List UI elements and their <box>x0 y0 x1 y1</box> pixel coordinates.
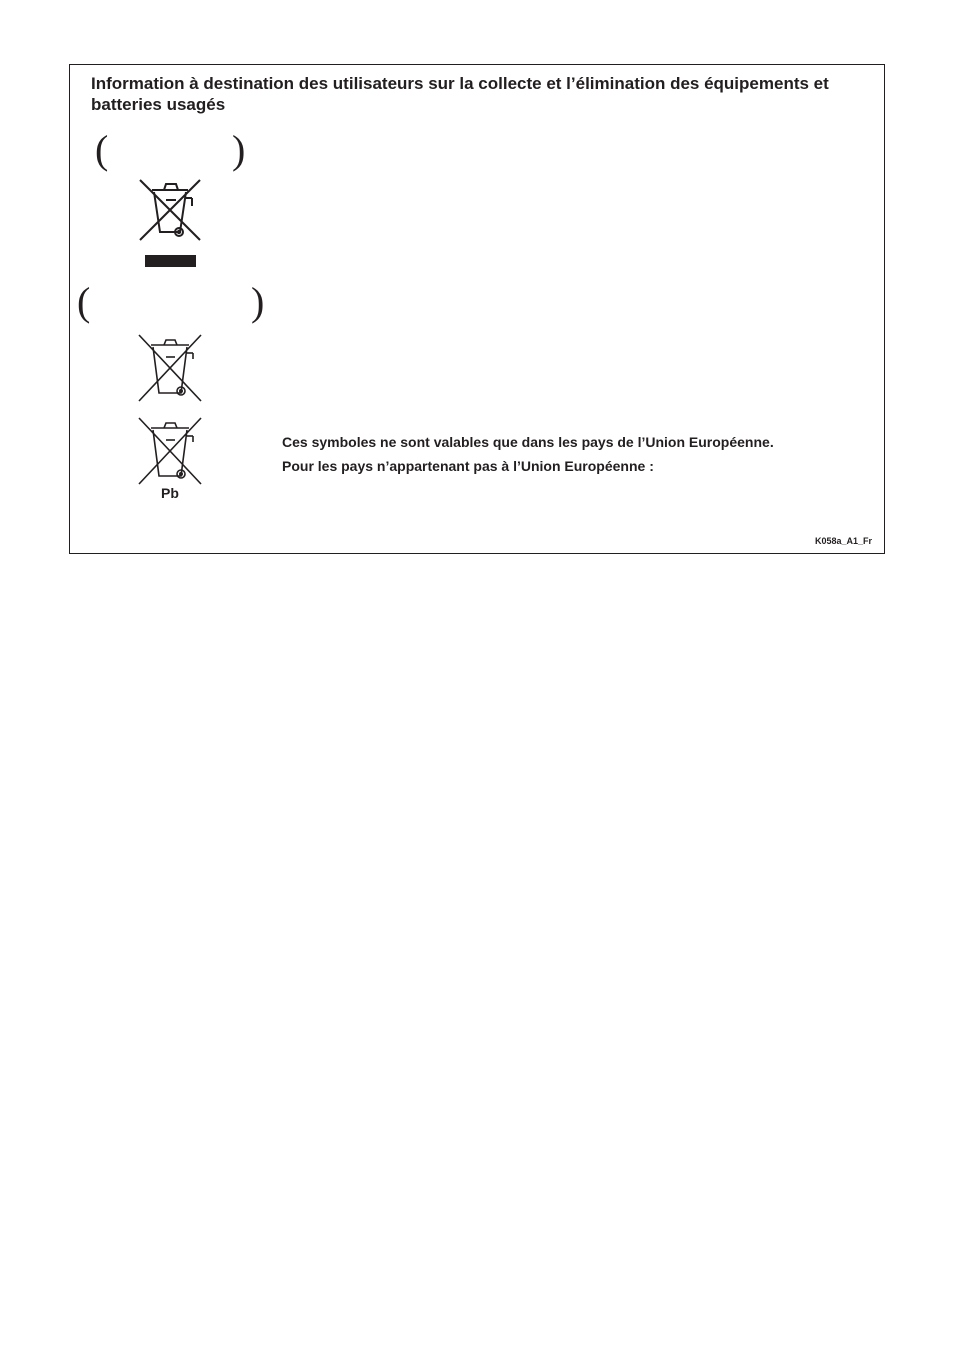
notice-title: Information à destination des utilisateurs sur la collecte et l’élimination des équipements et batteries usagés <box>91 74 829 114</box>
non-eu-note: Pour les pays n’appartenant pas à l’Union Européenne : <box>282 458 654 474</box>
crossed-out-wheeled-bin-bar-icon <box>138 178 202 270</box>
crossed-out-wheeled-bin-icon <box>137 333 203 403</box>
left-parenthesis: ( <box>95 127 109 172</box>
pb-label: Pb <box>161 485 179 501</box>
crossed-out-wheeled-bin-pb-icon <box>137 416 203 486</box>
right-parenthesis: ) <box>251 279 265 324</box>
eu-only-note: Ces symboles ne sont valables que dans les pays de l’Union Européenne. <box>282 434 774 450</box>
right-parenthesis: ) <box>232 127 246 172</box>
left-parenthesis: ( <box>77 279 91 324</box>
document-code: K058a_A1_Fr <box>814 536 872 546</box>
